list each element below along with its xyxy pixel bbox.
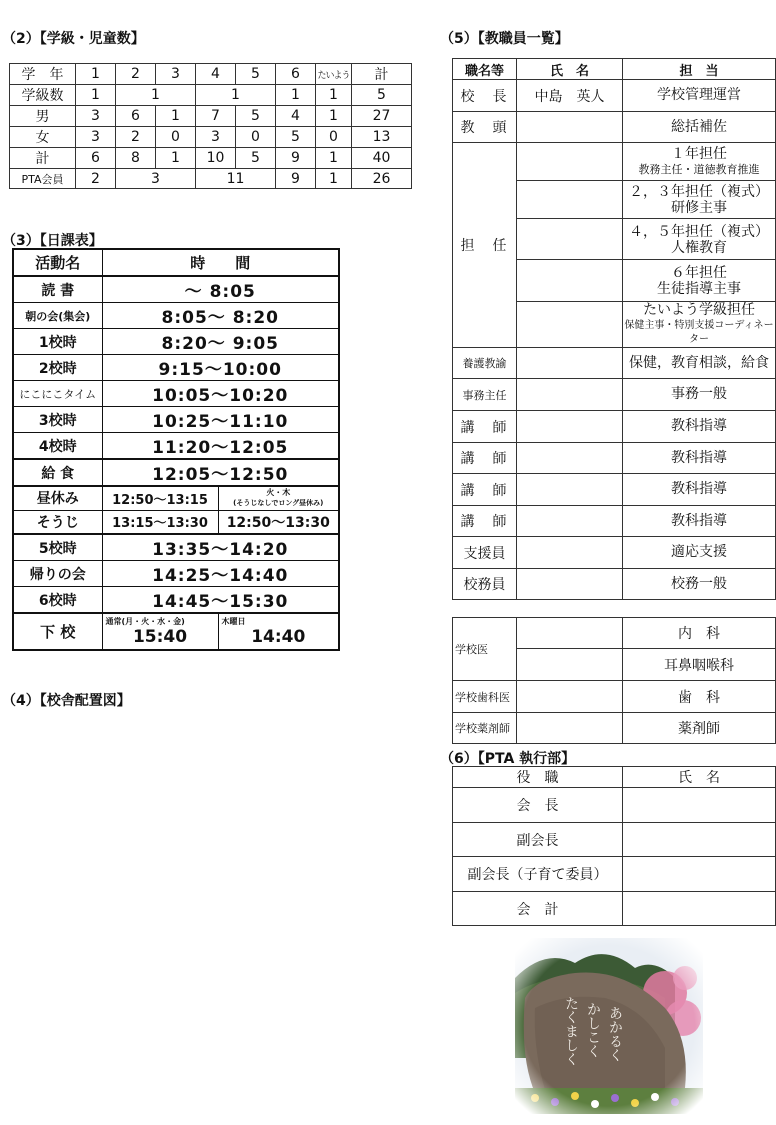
- row-label: PTA会員: [10, 169, 76, 189]
- cell: 0: [316, 127, 352, 148]
- table-row: [13, 587, 339, 614]
- role-cell: 講 師: [453, 443, 517, 474]
- table-row: [13, 510, 339, 534]
- activity-cell: 給 食: [13, 459, 102, 486]
- cell: 5: [236, 148, 276, 169]
- dismissal-normal-label: 通常(月・火・水・金): [105, 616, 185, 626]
- role-cell: 教 頭: [453, 112, 517, 143]
- cell: 6: [76, 148, 116, 169]
- duty-cell: [623, 143, 776, 181]
- header-cell: 氏 名: [623, 767, 776, 788]
- cell: 1: [316, 106, 352, 127]
- table-row: [453, 681, 776, 713]
- table-row: [453, 59, 776, 80]
- role-cell: 学校薬剤師: [453, 713, 517, 744]
- field-cell: 薬剤師: [623, 713, 776, 744]
- class-counts-title: （2）【学級・児童数】: [2, 31, 145, 47]
- name-cell: [623, 857, 776, 892]
- table-row: [453, 411, 776, 443]
- role-cell: 会 長: [453, 788, 623, 823]
- duty-cell: [623, 219, 776, 260]
- name-cell: 中島 英人: [517, 80, 623, 112]
- table-row: [13, 303, 339, 329]
- table-row: [453, 569, 776, 600]
- header-cell: 2: [116, 64, 156, 85]
- name-cell: [517, 302, 623, 348]
- dismissal-thursday-cell: [218, 613, 339, 650]
- name-cell: [623, 892, 776, 926]
- cell: 0: [156, 127, 196, 148]
- role-cell: 校 長: [453, 80, 517, 112]
- activity-cell: そうじ: [13, 510, 102, 534]
- cell: 5: [276, 127, 316, 148]
- header-cell: 4: [196, 64, 236, 85]
- cell: 26: [352, 169, 412, 189]
- duty-cell: 事務一般: [623, 379, 776, 411]
- activity-cell: 下 校: [13, 613, 102, 650]
- time-cell: 13:35～14:20: [102, 534, 339, 561]
- field-cell: 歯 科: [623, 681, 776, 713]
- duty-cell: 教科指導: [623, 506, 776, 537]
- name-cell: [517, 443, 623, 474]
- row-label: 計: [10, 148, 76, 169]
- daily-schedule-table: [12, 248, 340, 651]
- activity-cell: にこにこタイム: [13, 381, 102, 407]
- cell: 1: [316, 85, 352, 106]
- table-row: [453, 443, 776, 474]
- duty-cell: [623, 302, 776, 348]
- activity-cell: 3校時: [13, 407, 102, 433]
- cell: 10: [196, 148, 236, 169]
- role-cell: 副会長（子育て委員）: [453, 857, 623, 892]
- cell: 9: [276, 169, 316, 189]
- schedule-title: （3）【日課表】: [2, 233, 103, 249]
- pta-table: [452, 766, 776, 926]
- table-row: [13, 613, 339, 650]
- table-row: [453, 112, 776, 143]
- header-cell: 氏 名: [517, 59, 623, 80]
- row-label: 男: [10, 106, 76, 127]
- activity-cell: 昼休み: [13, 486, 102, 510]
- time-cell: 14:45～15:30: [102, 587, 339, 614]
- table-row: [453, 892, 776, 926]
- duty-cell: 保健，教育相談，給食: [623, 348, 776, 379]
- header-cell: 1: [76, 64, 116, 85]
- header-cell: 職名等: [453, 59, 517, 80]
- role-cell: 副会長: [453, 823, 623, 857]
- name-cell: [517, 219, 623, 260]
- time-cell: 12:50～13:15: [102, 486, 218, 510]
- staff-table: [452, 58, 776, 600]
- table-row: [13, 561, 339, 587]
- duty-subline: 人権教育: [671, 239, 727, 256]
- duty-line: ４，５年担任（複式）: [629, 223, 769, 240]
- time-cell: 12:05～12:50: [102, 459, 339, 486]
- name-cell: [517, 260, 623, 302]
- table-row: [13, 249, 339, 276]
- field-cell: 内 科: [623, 618, 776, 649]
- duty-line: たいよう学級担任: [643, 302, 755, 318]
- role-cell: 支援員: [453, 537, 517, 569]
- cell: 7: [196, 106, 236, 127]
- duty-subline: 保健主事・特別支援コーディネーター: [624, 320, 774, 345]
- cell: 13: [352, 127, 412, 148]
- header-cell: 計: [352, 64, 412, 85]
- header-cell: 担 当: [623, 59, 776, 80]
- table-row: [453, 506, 776, 537]
- role-cell: 会 計: [453, 892, 623, 926]
- motto-stone-photo: [515, 938, 703, 1114]
- class-count-table: [9, 63, 412, 189]
- name-cell: [517, 474, 623, 506]
- role-cell: 校務員: [453, 569, 517, 600]
- table-row: [13, 486, 339, 510]
- time-cell: 8:20～ 9:05: [102, 329, 339, 355]
- duty-cell: 学校管理運営: [623, 80, 776, 112]
- cell: 4: [276, 106, 316, 127]
- cell: 5: [352, 85, 412, 106]
- cell: 3: [76, 127, 116, 148]
- table-row: [453, 767, 776, 788]
- header-cell: 学 年: [10, 64, 76, 85]
- layout-title: （4）【校舎配置図】: [2, 693, 131, 709]
- time-cell: 10:25～11:10: [102, 407, 339, 433]
- duty-cell: 校務一般: [623, 569, 776, 600]
- duty-subline: 研修主事: [671, 200, 727, 216]
- table-row: [13, 355, 339, 381]
- table-row: [453, 348, 776, 379]
- header-cell: 6: [276, 64, 316, 85]
- duty-cell: 適応支援: [623, 537, 776, 569]
- name-cell: [517, 569, 623, 600]
- row-label: 学級数: [10, 85, 76, 106]
- time-cell: ～ 8:05: [102, 276, 339, 303]
- role-cell: 養護教諭: [453, 348, 517, 379]
- table-row: [453, 537, 776, 569]
- table-row: [453, 823, 776, 857]
- table-row: [453, 788, 776, 823]
- cell: 1: [316, 148, 352, 169]
- table-row: [453, 713, 776, 744]
- table-row: [10, 127, 412, 148]
- name-cell: [517, 112, 623, 143]
- staff-title: （5）【教職員一覧】: [440, 31, 569, 47]
- name-cell: [517, 618, 623, 649]
- cell: 1: [156, 106, 196, 127]
- activity-cell: 朝の会(集会): [13, 303, 102, 329]
- table-row: [453, 143, 776, 181]
- header-cell: 3: [156, 64, 196, 85]
- cell: 3: [196, 127, 236, 148]
- table-row: [13, 407, 339, 433]
- cell: 27: [352, 106, 412, 127]
- table-row: [13, 276, 339, 303]
- time-cell: 10:05～10:20: [102, 381, 339, 407]
- duty-cell: [623, 260, 776, 302]
- table-row: [10, 85, 412, 106]
- activity-cell: 読 書: [13, 276, 102, 303]
- alt-time-cell: 12:50～13:30: [218, 510, 339, 534]
- dismissal-thursday-time: 14:40: [251, 626, 306, 647]
- cell: 1: [196, 85, 276, 106]
- activity-cell: 5校時: [13, 534, 102, 561]
- activity-cell: 1校時: [13, 329, 102, 355]
- cell: 40: [352, 148, 412, 169]
- name-cell: [517, 649, 623, 681]
- cell: 2: [76, 169, 116, 189]
- dismissal-normal-time: 15:40: [132, 626, 188, 647]
- role-cell: 担 任: [453, 143, 517, 348]
- cell: 2: [116, 127, 156, 148]
- field-cell: 耳鼻咽喉科: [623, 649, 776, 681]
- cell: 1: [76, 85, 116, 106]
- cell: 0: [236, 127, 276, 148]
- cell: 6: [116, 106, 156, 127]
- table-row: [13, 329, 339, 355]
- header-time: 時 間: [102, 249, 339, 276]
- duty-cell: 総括補佐: [623, 112, 776, 143]
- name-cell: [517, 411, 623, 443]
- activity-cell: 2校時: [13, 355, 102, 381]
- duty-cell: 教科指導: [623, 443, 776, 474]
- header-cell: 5: [236, 64, 276, 85]
- dismissal-thursday-label: 木曜日: [221, 616, 246, 626]
- table-row: [13, 381, 339, 407]
- name-cell: [517, 713, 623, 744]
- cell: 1: [116, 85, 196, 106]
- alt-note: 火・木: [266, 488, 291, 498]
- time-cell: 13:15～13:30: [102, 510, 218, 534]
- table-row: [13, 433, 339, 460]
- cell: 11: [196, 169, 276, 189]
- name-cell: [517, 143, 623, 181]
- table-row: [453, 618, 776, 649]
- name-cell: [517, 348, 623, 379]
- table-row: [10, 106, 412, 127]
- name-cell: [517, 681, 623, 713]
- cell: 9: [276, 148, 316, 169]
- cell: 8: [116, 148, 156, 169]
- alt-note-cell: [218, 486, 339, 510]
- school-doctor-table: [452, 617, 776, 744]
- name-cell: [517, 379, 623, 411]
- time-cell: 9:15～10:00: [102, 355, 339, 381]
- role-cell: 学校医: [453, 618, 517, 681]
- table-row: [453, 857, 776, 892]
- cell: 1: [316, 169, 352, 189]
- role-cell: 事務主任: [453, 379, 517, 411]
- activity-cell: 4校時: [13, 433, 102, 460]
- pta-title: （6）【PTA 執行部】: [440, 751, 576, 767]
- role-cell: 講 師: [453, 411, 517, 443]
- table-row: [10, 64, 412, 85]
- name-cell: [517, 181, 623, 219]
- cell: 1: [276, 85, 316, 106]
- table-row: [453, 474, 776, 506]
- cell: 1: [156, 148, 196, 169]
- cell: 3: [76, 106, 116, 127]
- header-cell: たいよう: [316, 64, 352, 85]
- time-cell: 11:20～12:05: [102, 433, 339, 460]
- time-cell: 14:25～14:40: [102, 561, 339, 587]
- name-cell: [517, 506, 623, 537]
- duty-subline: 教務主任・道徳教育推進: [638, 163, 760, 176]
- table-row: [13, 534, 339, 561]
- role-cell: 学校歯科医: [453, 681, 517, 713]
- cell: 5: [236, 106, 276, 127]
- duty-subline: 生徒指導主事: [657, 281, 741, 297]
- table-row: [10, 169, 412, 189]
- alt-sub: (そうじなしでロング昼休み): [233, 499, 324, 508]
- name-cell: [623, 788, 776, 823]
- cell: 3: [116, 169, 196, 189]
- header-activity: 活動名: [13, 249, 102, 276]
- name-cell: [623, 823, 776, 857]
- duty-line: ６年担任: [671, 265, 727, 281]
- header-cell: 役 職: [453, 767, 623, 788]
- activity-cell: 6校時: [13, 587, 102, 614]
- table-row: [10, 148, 412, 169]
- duty-cell: 教科指導: [623, 474, 776, 506]
- row-label: 女: [10, 127, 76, 148]
- duty-line: ２，３年担任（複式）: [629, 184, 769, 200]
- duty-cell: [623, 181, 776, 219]
- duty-line: １年担任: [671, 146, 727, 162]
- table-row: [453, 80, 776, 112]
- role-cell: 講 師: [453, 506, 517, 537]
- activity-cell: 帰りの会: [13, 561, 102, 587]
- duty-cell: 教科指導: [623, 411, 776, 443]
- table-row: [13, 459, 339, 486]
- dismissal-normal-cell: [102, 613, 218, 650]
- role-cell: 講 師: [453, 474, 517, 506]
- table-row: [453, 379, 776, 411]
- name-cell: [517, 537, 623, 569]
- time-cell: 8:05～ 8:20: [102, 303, 339, 329]
